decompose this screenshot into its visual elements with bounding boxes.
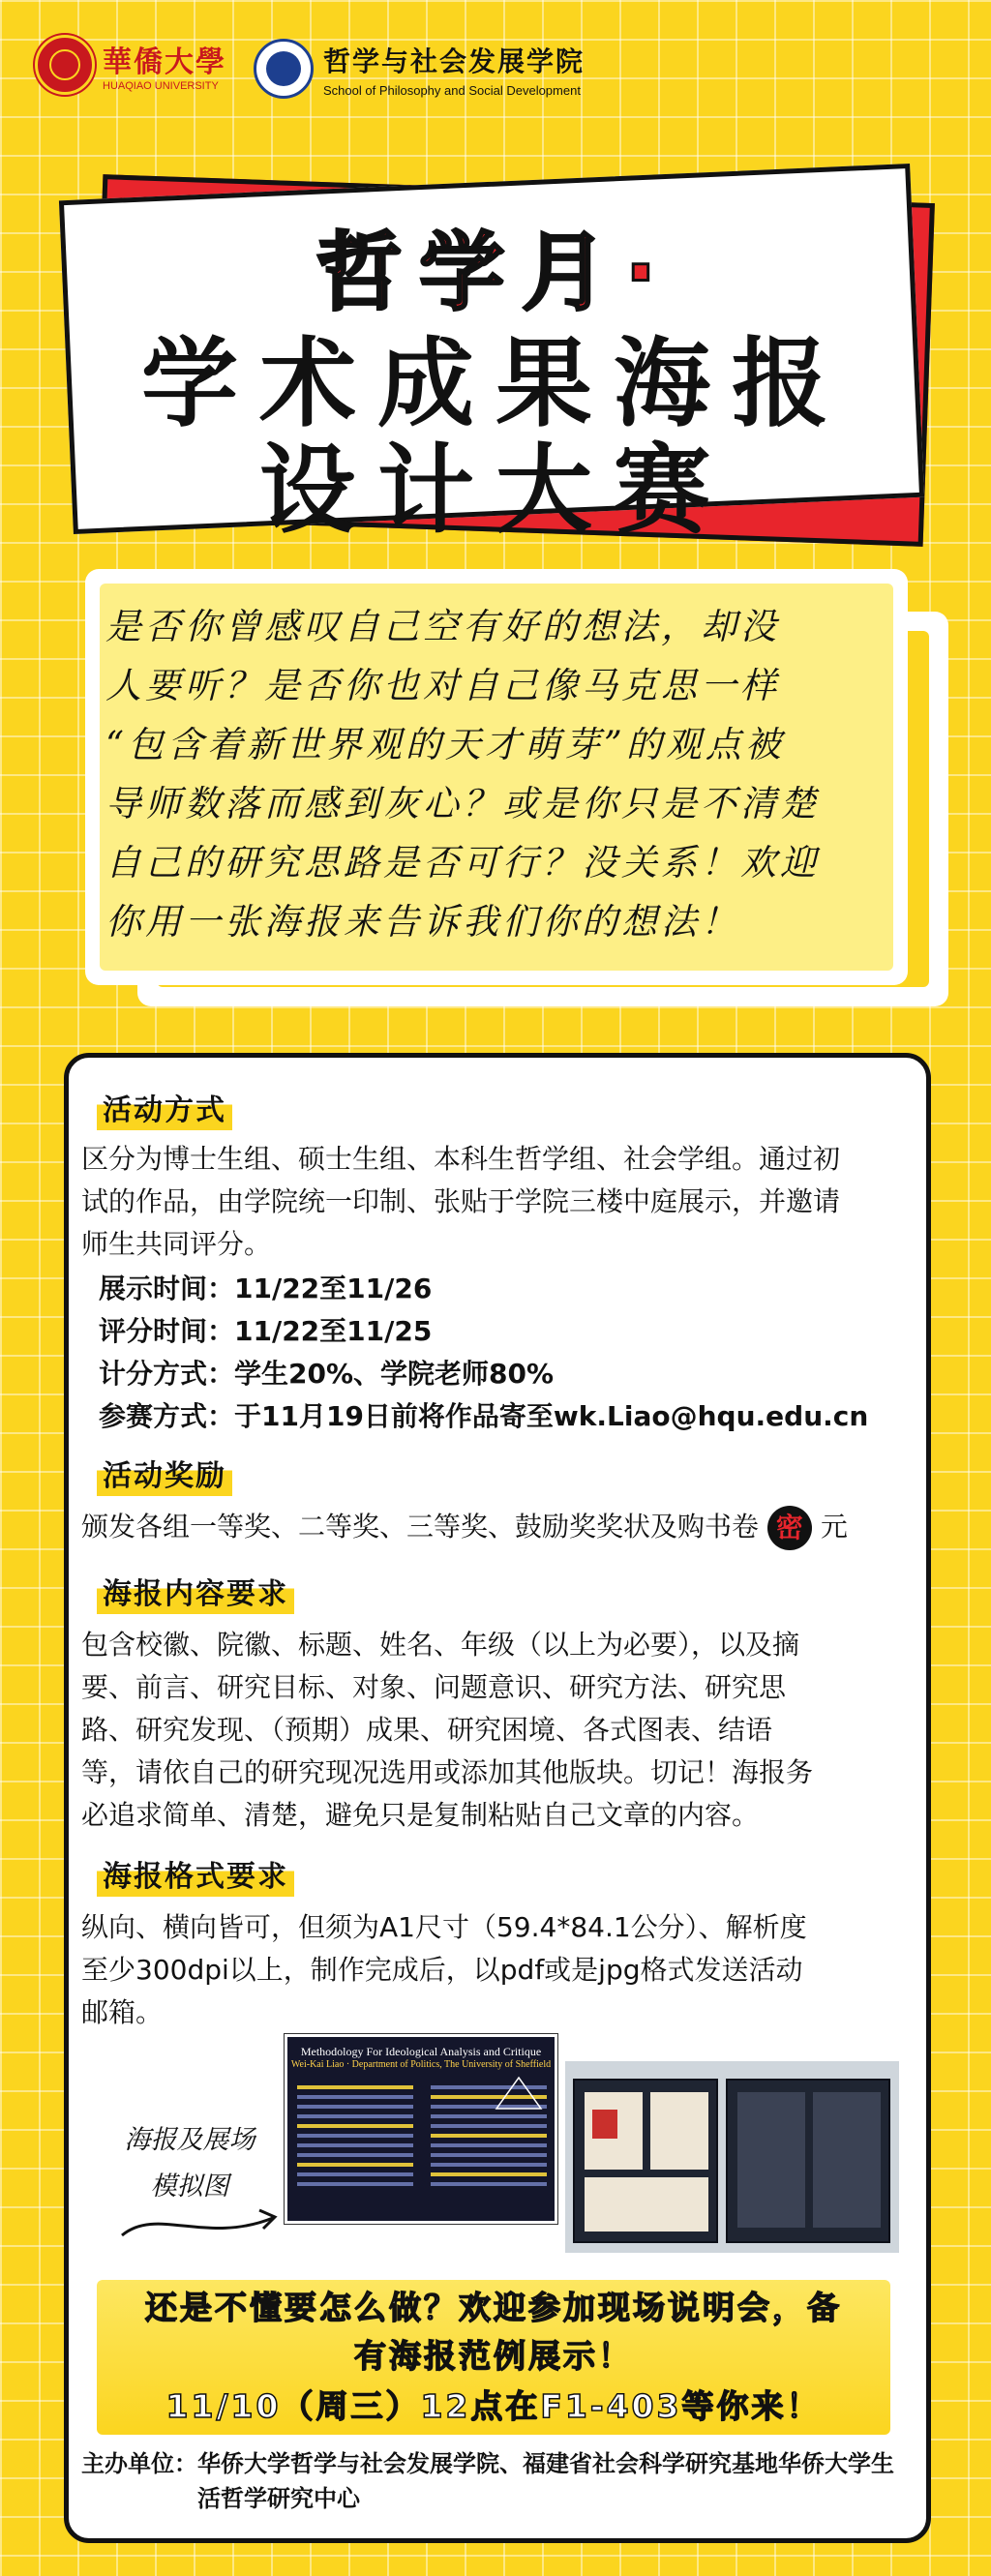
content-line: 路、研究发现、（预期）成果、研究困境、各式图表、结语 <box>81 1714 773 1746</box>
cta-line-2: 有海报范例展示！ <box>354 2337 633 2375</box>
title-line-1: 哲学月· <box>316 223 675 322</box>
intro-line: 是否你曾感叹自己空有好的想法，却没 <box>105 606 780 647</box>
intro-line: 自己的研究思路是否可行？没关系！欢迎 <box>105 842 820 884</box>
poster-triangle-icon <box>495 2076 543 2111</box>
title-line-2: 学术成果海报 <box>141 327 850 440</box>
format-requirements <box>81 1906 914 2034</box>
method-line: 试的作品，由学院统一印制、张贴于学院三楼中庭展示，并邀请 <box>81 1185 841 1217</box>
university-logo-block <box>35 35 226 95</box>
intro-line: 导师数落而感到灰心？或是你只是不清楚 <box>105 783 820 824</box>
method-line: 师生共同评分。 <box>81 1228 272 1260</box>
section-heading-format: 海报格式要求 <box>97 1850 294 1897</box>
school-logo-block <box>254 39 585 99</box>
detail-display-time: 展示时间：11/22至11/26 <box>99 1273 433 1304</box>
sample-caption-line: 海报及展场 <box>124 2125 255 2155</box>
cta-line-3: 11/10（周三）12点在F1-403等你来！ <box>165 2387 822 2425</box>
content-line: 包含校徽、院徽、标题、姓名、年级（以上为必要），以及摘 <box>81 1629 800 1661</box>
detail-submission: 参赛方式：于11月19日前将作品寄至wk.Liao@hqu.edu.cn <box>99 1400 869 1432</box>
detail-scoring-method: 计分方式：学生20%、学院老师80% <box>99 1358 555 1390</box>
method-line: 区分为博士生组、硕士生组、本科生哲学组、社会学组。通过初 <box>81 1143 841 1175</box>
format-line: 纵向、横向皆可，但须为A1尺寸（59.4*84.1公分）、解析度 <box>81 1911 807 1943</box>
secret-badge: 密 <box>767 1506 812 1550</box>
title-line-3: 设计大赛 <box>259 434 732 547</box>
method-description <box>81 1138 914 1266</box>
organizer-label: 主办单位： <box>81 2450 197 2477</box>
sample-poster-title: Methodology For Ideological Analysis and Critique <box>300 2045 542 2058</box>
poster-column-left <box>297 2080 413 2215</box>
awards-description: 颁发各组一等奖、二等奖、三等奖、鼓励奖奖状及购书卷 <box>81 1511 760 1543</box>
sample-caption-line: 模拟图 <box>150 2172 229 2202</box>
intro-line: 人要听？是否你也对自己像马克思一样 <box>105 665 780 706</box>
detail-judging-time: 评分时间：11/22至11/25 <box>99 1315 433 1347</box>
awards-text <box>81 1506 914 1550</box>
sample-poster-subtitle: Wei-Kai Liao · Department of Politics, The University of Sheffield <box>290 2059 552 2070</box>
arrow-icon <box>118 2197 283 2245</box>
format-line: 至少300dpi以上，制作完成后，以pdf或是jpg格式发送活动 <box>81 1954 803 1986</box>
intro-line: “包含着新世界观的天才萌芽”的观点被 <box>105 724 785 765</box>
university-name-en: HUAQIAO UNIVERSITY <box>103 80 219 92</box>
content-line: 必追求简单、清楚，避免只是复制粘贴自己文章的内容。 <box>81 1799 760 1831</box>
exhibition-board-right <box>726 2079 890 2243</box>
content-line: 要、前言、研究目标、对象、问题意识、研究方法、研究思 <box>81 1671 787 1703</box>
awards-unit: 元 <box>820 1511 848 1543</box>
intro-line: 你用一张海报来告诉我们你的想法！ <box>105 901 740 943</box>
section-heading-method: 活动方式 <box>97 1084 232 1130</box>
section-heading-awards: 活动奖励 <box>97 1450 232 1496</box>
school-name-en: School of Philosophy and Social Development <box>323 82 581 98</box>
format-line: 邮箱。 <box>81 1996 164 2028</box>
school-emblem-icon <box>254 39 314 99</box>
intro-text-area <box>100 584 893 971</box>
organizer-text: 华侨大学哲学与社会发展学院、福建省社会科学研究基地华侨大学生活哲学研究中心 <box>197 2450 894 2512</box>
cta-line-1: 还是不懂要怎么做？欢迎参加现场说明会，备 <box>145 2289 842 2326</box>
content-requirements <box>81 1624 914 1837</box>
university-name-cn: 華僑大學 <box>103 45 226 79</box>
sample-poster-image <box>285 2034 557 2224</box>
university-seal-icon <box>35 35 95 95</box>
section-heading-content: 海报内容要求 <box>97 1568 294 1614</box>
exhibition-board-left <box>573 2079 718 2243</box>
organizer-info <box>81 2446 904 2516</box>
content-line: 等，请依自己的研究现况选用或添加其他版块。切记！海报务 <box>81 1756 814 1788</box>
school-name-cn: 哲学与社会发展学院 <box>323 45 586 77</box>
exhibition-photo <box>565 2061 899 2253</box>
